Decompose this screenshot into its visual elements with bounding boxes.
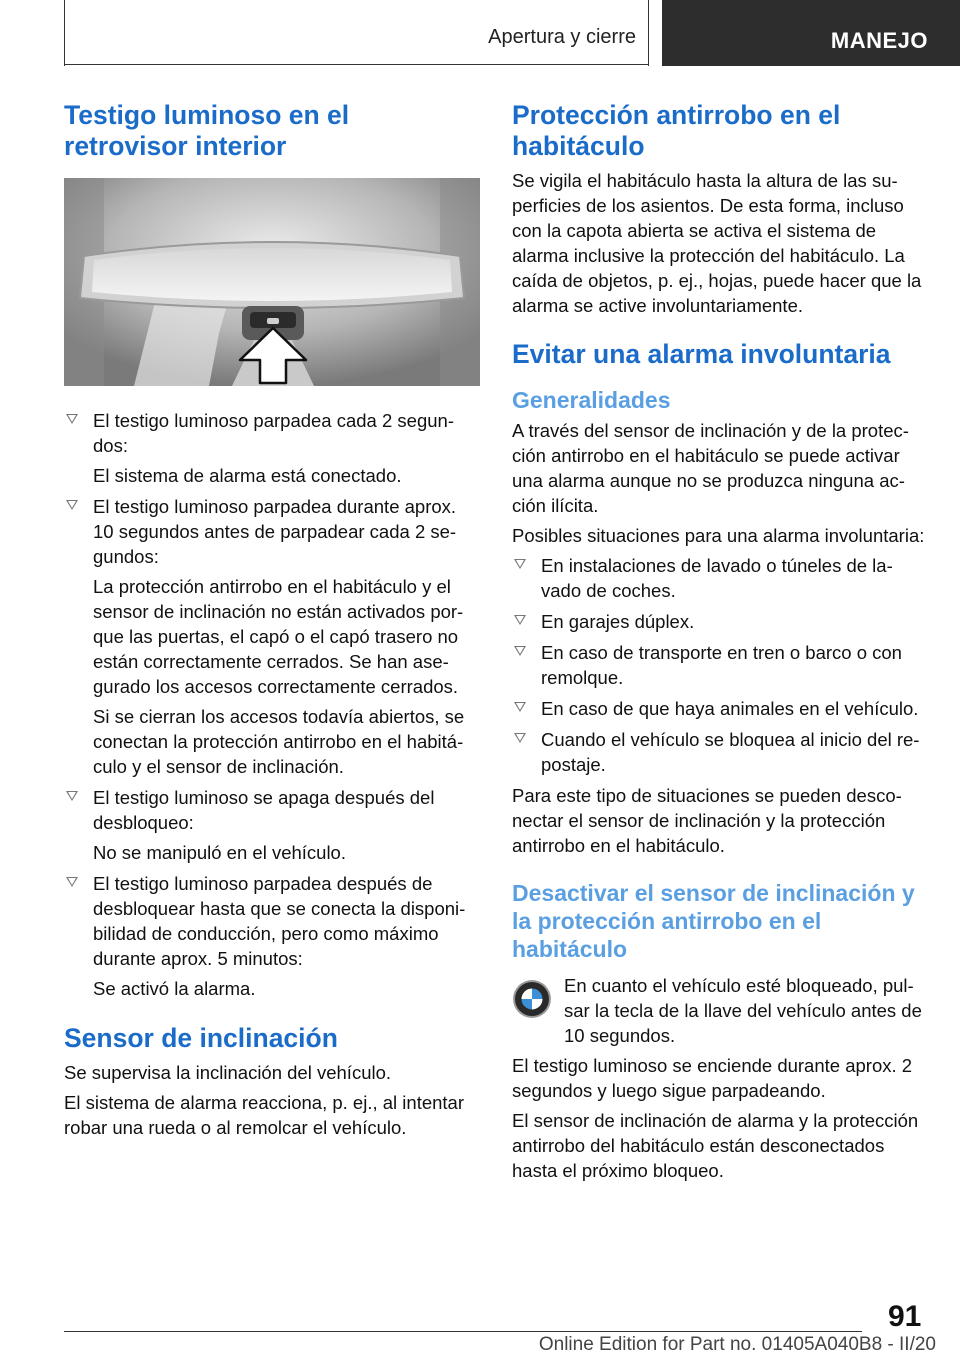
- list-item: [64, 408, 476, 488]
- page-number: 91: [888, 1300, 922, 1333]
- triangle-bullet-icon: [514, 615, 526, 625]
- list-item: [512, 696, 930, 721]
- triangle-bullet-icon: [66, 414, 78, 424]
- list-item: [512, 640, 930, 690]
- general-paragraph: A través del sensor de inclinación y de la protec‐ción antirrobo en el habitáculo se puede activar una alarma aunque no se produzca ninguna ac‐ción ilícita.: [512, 420, 909, 516]
- general-paragraph: Posibles situaciones para una alarma involuntaria:: [512, 525, 925, 546]
- triangle-bullet-icon: [514, 733, 526, 743]
- antitheft-heading: Protección antirrobo en el habitáculo: [512, 100, 841, 161]
- list-item: [512, 727, 930, 777]
- triangle-bullet-icon: [514, 702, 526, 712]
- rearview-mirror-image: [64, 178, 480, 386]
- footer-edition: Online Edition for Part no. 01405A040B8 - II/20: [538, 1334, 936, 1355]
- situations-list: [512, 553, 930, 777]
- list-item-text: El testigo luminoso se apaga después del desbloqueo:: [93, 787, 435, 833]
- general-heading: Generalidades: [512, 387, 671, 413]
- left-column: [64, 100, 476, 1145]
- list-item-text: En caso de transporte en tren o barco o con remolque.: [541, 642, 902, 688]
- triangle-bullet-icon: [66, 791, 78, 801]
- triangle-bullet-icon: [66, 500, 78, 510]
- list-item-text: En instalaciones de lavado o túneles de la‐vado de coches.: [541, 555, 893, 601]
- list-item-text: El testigo luminoso parpadea cada 2 segun‐dos:: [93, 410, 454, 456]
- header-chapter-tab: [662, 0, 960, 66]
- footer-rule: [64, 1331, 862, 1332]
- antitheft-paragraph: Se vigila el habitáculo hasta la altura de las su‐perficies de los asientos. De esta forma, incluso con la capota abierta se activa el sistema de alarma inclusive la protección del habitáculo. La caída de objetos, p. ej., hojas, puede hacer que la alarma se active involuntariamente.: [512, 170, 922, 316]
- list-item: [512, 553, 930, 603]
- triangle-bullet-icon: [66, 877, 78, 887]
- list-item-text: Cuando el vehículo se bloquea al inicio del re‐postaje.: [541, 729, 920, 775]
- triangle-bullet-icon: [514, 559, 526, 569]
- indicator-list: [64, 408, 476, 1001]
- deactivate-heading: Desactivar el sensor de inclinación y la protección antirrobo en el habitáculo: [512, 880, 915, 962]
- sensor-paragraph: Se supervisa la inclinación del vehículo.: [64, 1062, 392, 1083]
- list-item-detail: Se activó la alarma.: [93, 978, 256, 999]
- list-item: [64, 871, 476, 1001]
- header-bottom-rule: [64, 64, 649, 65]
- left-heading: Testigo luminoso en el retrovisor interior: [64, 100, 350, 161]
- list-item-text: El testigo luminoso parpadea durante aprox. 10 segundos antes de parpadear cada 2 se‐gundos:: [93, 496, 457, 567]
- list-item-detail: El sistema de alarma está conectado.: [93, 465, 402, 486]
- bmw-key-instruction: [512, 973, 930, 1048]
- list-item: [512, 609, 930, 634]
- list-item: [64, 785, 476, 865]
- list-item: [64, 494, 476, 779]
- right-column: [512, 100, 930, 1188]
- header-section-title: Apertura y cierre: [488, 26, 636, 48]
- list-item-text: En garajes dúplex.: [541, 611, 695, 632]
- list-item-detail: No se manipuló en el vehículo.: [93, 842, 346, 863]
- sensor-heading: Sensor de inclinación: [64, 1023, 338, 1053]
- deactivate-paragraph: El testigo luminoso se enciende durante aprox. 2 segundos y luego sigue parpadeando.: [512, 1055, 913, 1101]
- avoid-alarm-heading: Evitar una alarma involuntaria: [512, 339, 891, 369]
- list-item-detail: La protección antirrobo en el habitáculo y el sensor de inclinación no están activados por‐que las puertas, el capó o el capó trasero no están correctamente cerrados. Se han ase‐gurado los accesos correctamente cerrados.: [93, 576, 464, 697]
- header-chapter-label: MANEJO: [830, 28, 928, 53]
- header-left-rule: [64, 0, 65, 66]
- deactivate-paragraph: En cuanto el vehículo esté bloqueado, pul‐sar la tecla de la llave del vehículo antes de 10 segundos.: [564, 975, 922, 1046]
- sensor-paragraph: El sistema de alarma reacciona, p. ej., al intentar robar una rueda o al remolcar el vehículo.: [64, 1092, 464, 1138]
- deactivate-paragraph: El sensor de inclinación de alarma y la protección antirrobo del habitáculo están desconectados hasta el próximo bloqueo.: [512, 1110, 919, 1181]
- list-item-text: El testigo luminoso parpadea después de desbloquear hasta que se conecta la disponi‐bilidad de conducción, pero como máximo durante aprox. 5 minutos:: [93, 873, 466, 969]
- general-paragraph: Para este tipo de situaciones se pueden desco‐nectar el sensor de inclinación y la protección antirrobo en el habitáculo.: [512, 785, 902, 856]
- triangle-bullet-icon: [514, 646, 526, 656]
- header-divider: [648, 0, 649, 66]
- bmw-key-button-icon: [512, 979, 552, 1019]
- list-item-text: En caso de que haya animales en el vehículo.: [541, 698, 919, 719]
- list-item-detail: Si se cierran los accesos todavía abiertos, se conectan la protección antirrobo en el habitá‐culo y el sensor de inclinación.: [93, 706, 465, 777]
